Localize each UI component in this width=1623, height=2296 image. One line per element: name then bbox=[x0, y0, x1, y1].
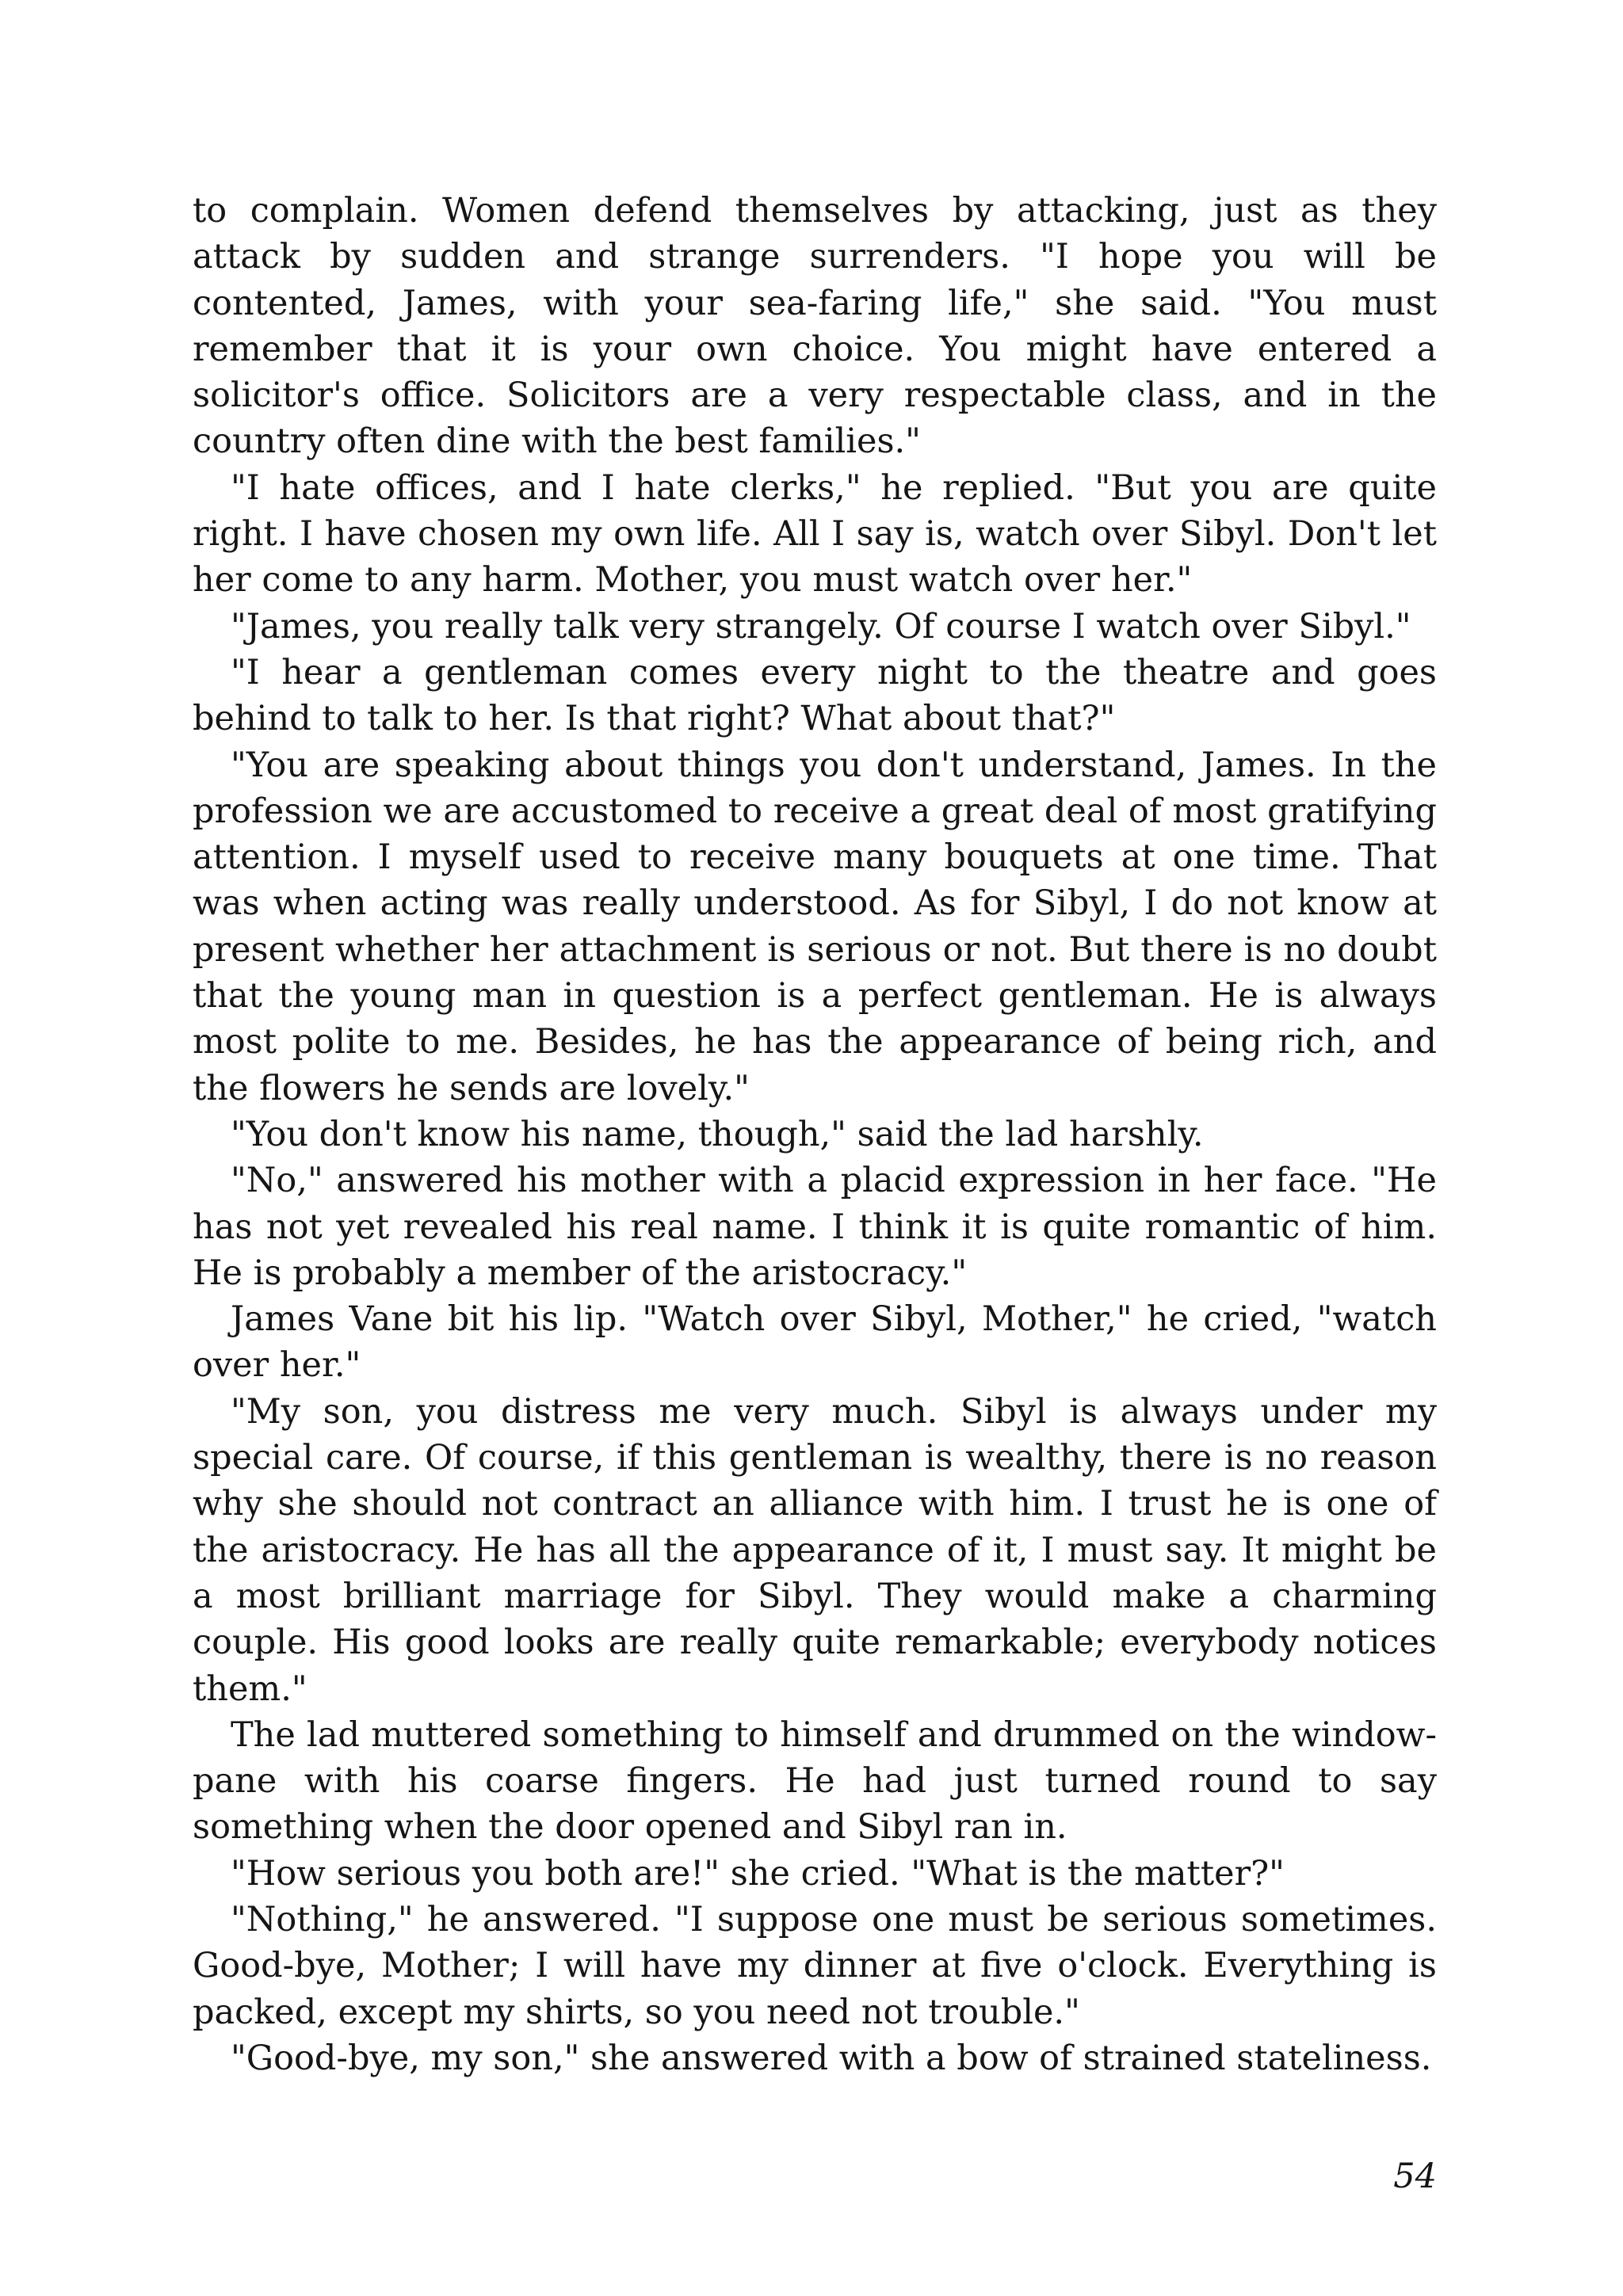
paragraph-5: "You are speaking about things you don't understand, James. In the profession we are accustomed to receive a great deal of most gratifying attention. I myself used to receive many bouquets at one time. That was when acting was really understood. As for Sibyl, I do not know at present whether her attachment is serious or not. But there is no doubt that the young man in question is a perfect gentleman. He is always most polite to me. Besides, he has the appearance of being rich, and the flowers he sends are lovely." bbox=[193, 745, 1437, 1108]
paragraph-2: "I hate offices, and I hate clerks," he replied. "But you are quite right. I have chosen my own life. All I say is, watch over Sibyl. Don't let her come to any harm. Mother, you must watch over her." bbox=[193, 467, 1437, 601]
paragraph-11: "How serious you both are!" she cried. "What is the matter?" bbox=[231, 1853, 1285, 1894]
paragraph-3: "James, you really talk very strangely. Of course I watch over Sibyl." bbox=[231, 606, 1411, 646]
paragraph-9: "My son, you distress me very much. Sibyl is always under my special care. Of course, if this gentleman is wealthy, there is no reason why she should not contract an alliance with him. I trust he is one of the aristocracy. He has all the appearance of it, I must say. It might be a most brilliant marriage for Sibyl. They would make a charming couple. His good looks are really quite remarkable; everybody notices them." bbox=[193, 1391, 1437, 1709]
paragraph-13: "Good-bye, my son," she answered with a bow of strained stateliness. bbox=[231, 2038, 1432, 2078]
paragraph-7: "No," answered his mother with a placid expression in her face. "He has not yet revealed his real name. I think it is quite romantic of him. He is probably a member of the aristocracy." bbox=[193, 1161, 1437, 1293]
paragraph-10: The lad muttered something to himself and drummed on the window-pane with his coarse fingers. He had just turned round to say something when the door opened and Sibyl ran in. bbox=[193, 1714, 1437, 1848]
paragraph-4: "I hear a gentleman comes every night to the theatre and goes behind to talk to her. Is that right? What about that?" bbox=[193, 652, 1437, 739]
paragraph-1: to complain. Women defend themselves by attacking, just as they attack by sudden and strange surrenders. "I hope you will be contented, James, with your sea-faring life," she said. "You must remember that it is your own choice. You might have entered a solicitor's office. Solicitors are a very respectable class, and in the country often dine with the best families." bbox=[193, 191, 1437, 462]
paragraph-6: "You don't know his name, though," said the lad harshly. bbox=[231, 1114, 1204, 1154]
book-page bbox=[193, 188, 1437, 2121]
paragraph-8: James Vane bit his lip. "Watch over Sibyl, Mother," he cried, "watch over her." bbox=[193, 1299, 1437, 1386]
paragraph-12: "Nothing," he answered. "I suppose one must be serious sometimes. Good-bye, Mother; I will have my dinner at five o'clock. Everything is packed, except my shirts, so you need not trouble." bbox=[193, 1899, 1437, 2032]
page-number: 54 bbox=[1393, 2157, 1437, 2196]
